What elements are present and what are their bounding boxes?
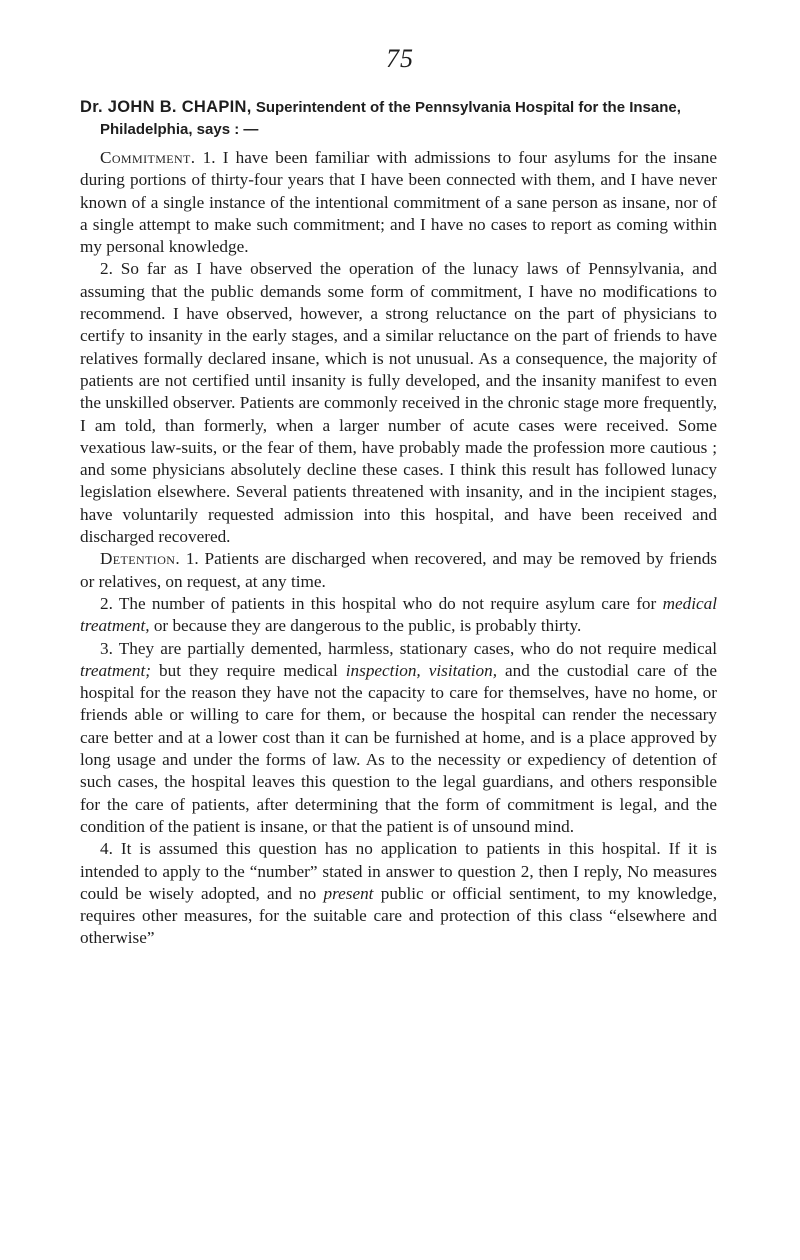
detention-text-4-emphasis: present [323,883,374,903]
detention-text-2a: 2. The number of patients in this hospital who do not require asylum care for [100,593,663,613]
detention-paragraph-1 [80,548,717,593]
detention-text-4b: public or official sentiment, to my knowledge, requires other measures, for the suitable care and protection of this class “elsewhere and otherwise” [80,883,717,948]
detention-text-3c: and the custodial care of the hospital for the reason they have not the capacity to care for themselves, have no home, or friends able or willing to care for them, or because the hospital can render the necessary care better and at a lower cost than it can be furnished at home, and is a place approved by long usage and under the forms of law. As to the necessity or expediency of detention of such cases, the hospital leaves this question to the legal guardians, and others responsible for the care of patients, after determining that the form of commitment is legal, and the condition of the patient is insane, or that the patient is of unsound mind. [80,660,718,836]
commitment-paragraph-2: 2. So far as I have observed the operation of the lunacy laws of Pennsylvania, and assuming that the public demands some form of commitment, I have no modifications to recommend. I have observed, however, a strong reluctance on the part of physicians to certify to insanity in the early stages, and a similar reluctance on the part of friends to have relatives formally declared insane, which is not unusual. As a consequence, the majority of patients are not certified until insanity is fully developed, and the insanity manifest to even the unskilled observer. Patients are commonly received in the chronic stage more frequently, I am told, than formerly, when a larger number of acute cases were received. Some vexatious law-suits, or the fear of them, have probably made the profession more cautious ; and some physicians absolutely decline these cases. I think this result has followed lunacy legislation elsewhere. Several patients threatened with insanity, and in the incipient stages, have voluntarily requested admission into this hospital, and have been received and discharged recovered. [80,259,717,547]
detention-text-1: 1. Patients are discharged when recovered, and may be removed by friends or relatives, on request, at any time. [80,549,717,591]
detention-text-3a: 3. They are partially demented, harmless, stationary cases, who do not require medical [100,638,717,658]
detention-text-2-emphasis: medical treatment, [80,593,717,636]
detention-text-2b: or because they are dangerous to the public, is probably thirty. [149,616,582,636]
page-body [80,96,717,950]
speaker-name: Dr. JOHN B. CHAPIN, [80,98,252,116]
detention-text-3-emphasis-1: treatment; [80,660,151,680]
page-number: 75 [386,44,414,73]
commitment-section-label: Commitment. [100,148,196,167]
testimony-heading [80,96,717,141]
detention-text-3-emphasis-2: inspection, visitation, [345,660,498,680]
detention-paragraph-2 [80,593,717,638]
detention-text-3b: but they require medical [150,660,346,680]
commitment-paragraph-1 [80,147,717,258]
detention-text-4a: 4. It is assumed this question has no application to patients in this hospital. If it is intended to apply to the “number” stated in answer to question 2, then I reply, No measures could be wisely adopted, and no [80,839,717,903]
detention-paragraph-3 [80,638,717,839]
commitment-text-1: 1. I have been familiar with admissions to four asylums for the insane during portions of thirty-four years that I have been connected with them, and I have never known of a single instance of the intentional commitment of a sane person as insane, nor of a single attempt to make such commitment; and I have no cases to report as coming within my personal knowledge. [80,148,717,257]
speaker-title: Superintendent of the Pennsylvania Hospital for the Insane, Philadelphia, says : — [100,99,681,138]
detention-section-label: Detention. [100,549,181,569]
detention-paragraph-4 [80,838,717,949]
